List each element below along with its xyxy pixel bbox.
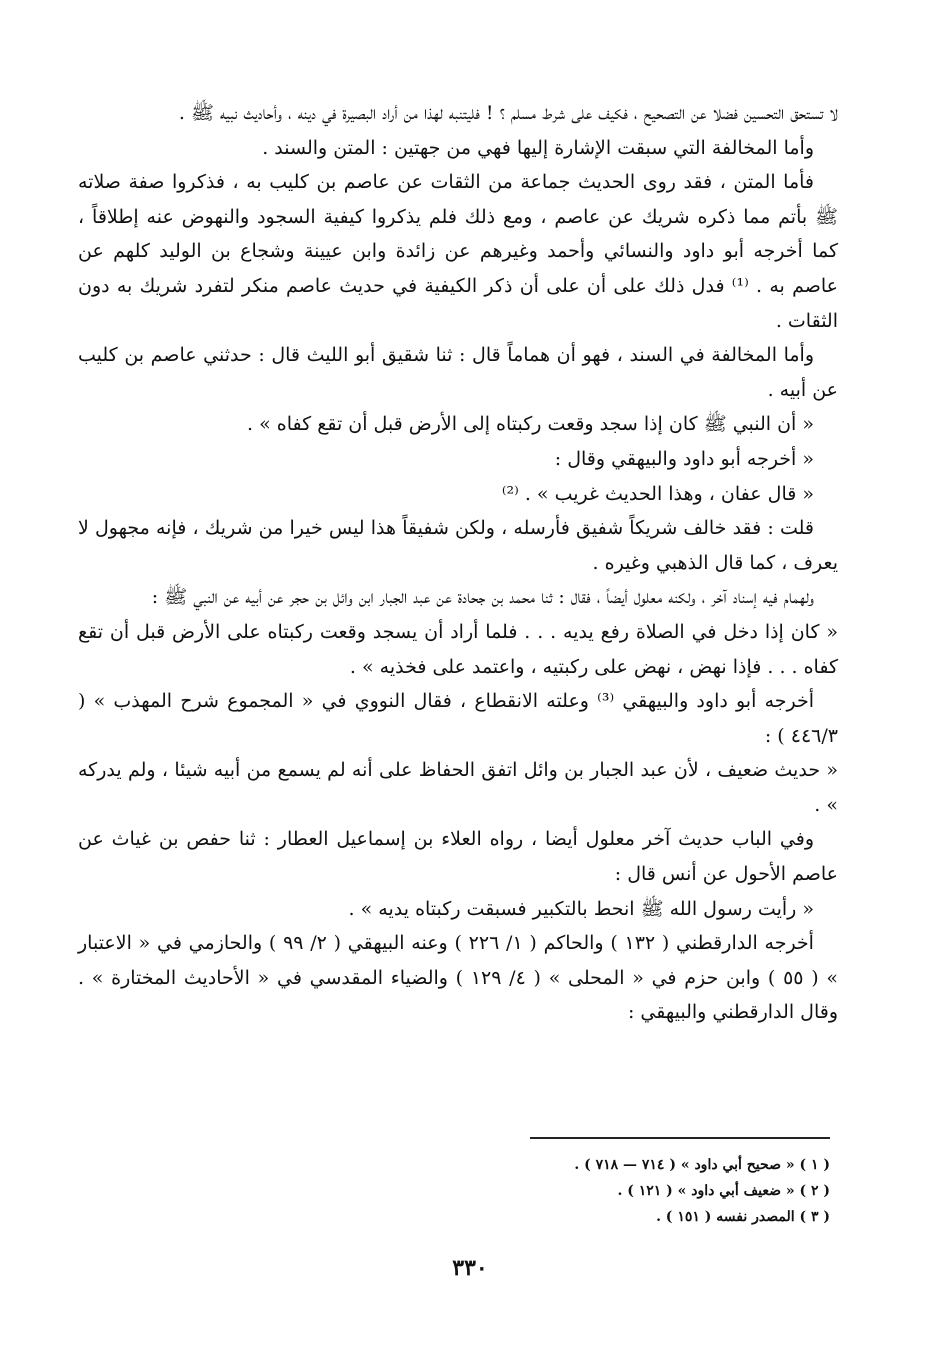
quote-6: « رأيت رسول الله ﷺ انحط بالتكبير فسبقت ركبتاه يديه » . xyxy=(348,897,814,920)
footnotes xyxy=(300,1152,830,1230)
paragraph-9: أخرجه الدارقطني ( ١٣٢ ) والحاكم ( ١/ ٢٢٦ ) وعنه البيهقي ( ٢/ ٩٩ ) والحازمي في « الاعتبار » ( ٥٥ ) وابن حزم في « المحلى » ( ٤/ ١٢٩ ) والضياء المقدسي في « الأحاديث المختارة » . وقال الدارقطني والبيهقي : xyxy=(78,932,838,1024)
paragraph-6: ولهمام فيه إسناد آخر ، ولكنه معلول أيضاً ، فقال : ثنا محمد بن جحادة عن عبد الجبار ابن وائل بن حجر عن أبيه عن النبي ﷺ : xyxy=(151,586,814,609)
paragraph-8: وفي الباب حديث آخر معلول أيضا ، رواه العلاء بن إسماعيل العطار : ثنا حفص بن غياث عن عاصم الأحول عن أنس قال : xyxy=(78,828,838,886)
main-text xyxy=(78,96,838,1030)
paragraph-3: فأما المتن ، فقد روى الحديث جماعة من الثقات عن عاصم بن كليب به ، فذكروا صفة صلاته ﷺ بأتم مما ذكره شريك عن عاصم ، ومع ذلك فلم يذكروا كيفية السجود والنهوض عنه إطلاقاً ، كما أخرجه أبو داود والنسائي وأحمد وغيرهم عن زائدة وابن عيينة وشجاع بن الوليد كلهم عن عاصم به . ⁽¹⁾ فدل ذلك على أن على أن ذكر الكيفية في حديث عاصم منكر لتفرد شريك به دون الثقات . xyxy=(78,171,838,332)
paragraph-2: وأما المخالفة التي سبقت الإشارة إليها فهي من جهتين : المتن والسند . xyxy=(262,136,814,159)
quote-3: « قال عفان ، وهذا الحديث غريب » . ⁽²⁾ xyxy=(501,482,814,505)
quote-5: « حديث ضعيف ، لأن عبد الجبار بن وائل اتفق الحفاظ على أنه لم يسمع من أبيه شيئا ، ولم يدركه » . xyxy=(78,759,838,816)
paragraph-5: قلت : فقد خالف شريكاً شفيق فأرسله ، ولكن شفيقاً هذا ليس خيرا من شريك ، فإنه مجهول لا يعرف ، كما قال الذهبي وغيره . xyxy=(78,517,838,574)
footnote-divider xyxy=(530,1137,830,1139)
quote-4: « كان إذا دخل في الصلاة رفع يديه . . . فلما أراد أن يسجد وقعت ركبتاه على الأرض قبل أن تقع كفاه . . . فإذا نهض ، نهض على ركبتيه ، واعتمد على فخذيه » . xyxy=(78,620,838,678)
footnote-3: ( ٣ ) المصدر نفسه ( ١٥١ ) . xyxy=(656,1209,830,1225)
footnote-2: ( ٢ ) « ضعيف أبي داود » ( ١٢١ ) . xyxy=(617,1183,830,1199)
paragraph-7: أخرجه أبو داود والبيهقي ⁽³⁾ وعلته الانقطاع ، فقال النووي في « المجموع شرح المهذب » ( ٤٤٦/٣ ) : xyxy=(78,690,838,747)
page-number: ٣٣٠ xyxy=(452,1255,488,1281)
paragraph-1: لا تستحق التحسين فضلا عن التصحيح ، فكيف على شرط مسلم ؟ ! فليتنبه لهذا من أراد البصيرة في دينه ، وأحاديث نبيه ﷺ . xyxy=(178,102,838,124)
footnote-1: ( ١ ) « صحيح أبي داود » ( ٧١٤ — ٧١٨ ) . xyxy=(574,1157,830,1173)
paragraph-4: وأما المخالفة في السند ، فهو أن هماماً قال : ثنا شقيق أبو الليث قال : حدثني عاصم بن كليب عن أبيه . xyxy=(78,344,838,401)
quote-1: « أن النبي ﷺ كان إذا سجد وقعت ركبتاه إلى الأرض قبل أن تقع كفاه » . xyxy=(247,413,814,436)
quote-2: « أخرجه أبو داود والبيهقي وقال : xyxy=(554,447,814,470)
